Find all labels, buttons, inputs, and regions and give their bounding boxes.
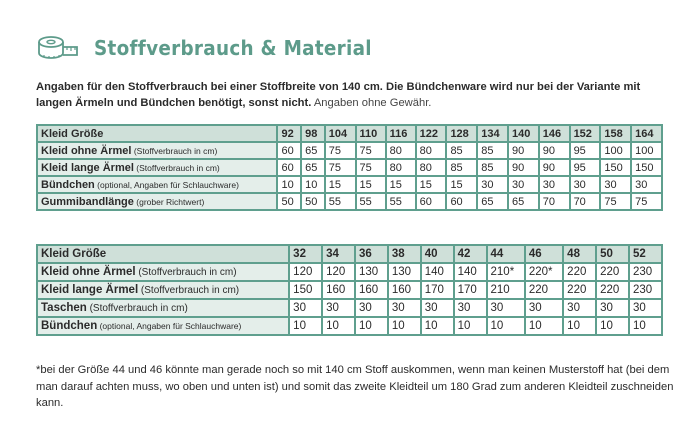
table-cell: 10 xyxy=(355,317,388,335)
table-cell: 10 xyxy=(388,317,421,335)
size-header-cell: 128 xyxy=(446,125,477,142)
size-header-cell: 46 xyxy=(525,245,563,263)
table-cell: 10 xyxy=(289,317,322,335)
table-cell: 55 xyxy=(325,193,356,210)
table-cell: 230 xyxy=(629,281,662,299)
page-header xyxy=(36,32,396,64)
row-label-text: Bündchen xyxy=(41,320,98,332)
table-cell: 30 xyxy=(421,299,454,317)
size-header-cell: 104 xyxy=(325,125,356,142)
table-cell: 10 xyxy=(421,317,454,335)
table-cell: 75 xyxy=(325,159,356,176)
table-cell: 15 xyxy=(356,176,386,193)
table-cell: 10 xyxy=(629,317,662,335)
size-header-cell: 98 xyxy=(301,125,325,142)
table-cell: 60 xyxy=(446,193,477,210)
table-cell: 80 xyxy=(416,159,447,176)
row-label-note: (Stoffverbrauch in cm) xyxy=(131,145,218,156)
table-cell: 160 xyxy=(388,281,421,299)
table-cell: 95 xyxy=(570,159,601,176)
size-header-cell: 44 xyxy=(487,245,525,263)
table-cell: 60 xyxy=(416,193,447,210)
size-header-cell: 134 xyxy=(477,125,508,142)
table-cell: 170 xyxy=(421,281,454,299)
table-cell: 65 xyxy=(301,142,325,159)
intro-disclaimer: Angaben ohne Gewähr. xyxy=(313,96,432,109)
table-cell: 75 xyxy=(356,159,386,176)
table-cell: 170 xyxy=(454,281,487,299)
table-cell: 30 xyxy=(289,299,322,317)
row-label-text: Kleid ohne Ärmel xyxy=(41,266,136,278)
table-cell: 75 xyxy=(631,193,662,210)
table-cell: 85 xyxy=(477,142,508,159)
table-cell: 50 xyxy=(301,193,325,210)
table-row xyxy=(37,176,662,193)
footnote: *bei der Größe 44 und 46 könnte man gerade noch so mit 140 cm Stoff auskommen, wenn man keinen Musterstoff hat (bei dem man darauf achten muss, wo oben und unten ist) und somit das zweite Kleidteil um 180 Grad zum anderen Kleidteil zuschneiden kann. xyxy=(36,364,674,409)
size-header-cell: 122 xyxy=(416,125,447,142)
size-header-label: Kleid Größe xyxy=(37,245,289,263)
table-cell: 10 xyxy=(563,317,596,335)
measuring-tape-icon xyxy=(36,33,80,63)
row-label-text: Kleid lange Ärmel xyxy=(41,284,139,296)
table-row xyxy=(37,299,662,317)
table-cell: 10 xyxy=(596,317,629,335)
table-cell: 75 xyxy=(325,142,356,159)
table-cell: 10 xyxy=(322,317,355,335)
intro-bold: Angaben für den Stoffverbrauch bei einer Stoffbreite von 140 cm. Die Bündchenware wird nur bei der Variante mit langen Ärmeln und Bündchen benötigt, sonst nicht. xyxy=(36,81,641,109)
row-label-note: (optional, Angaben für Schlauchware) xyxy=(94,179,239,190)
row-label-text: Kleid lange Ärmel xyxy=(41,161,134,174)
table-cell: 90 xyxy=(539,159,570,176)
size-header-cell: 158 xyxy=(600,125,631,142)
intro-text xyxy=(36,80,676,111)
size-header-row xyxy=(37,125,662,142)
table-cell: 10 xyxy=(277,176,301,193)
size-header-cell: 48 xyxy=(563,245,596,263)
row-label-note: (Stoffverbrauch in cm) xyxy=(138,285,240,296)
table-cell: 80 xyxy=(386,159,416,176)
table-cell: 140 xyxy=(421,263,454,281)
table-cell: 130 xyxy=(388,263,421,281)
table-cell: 30 xyxy=(563,299,596,317)
table-cell: 220 xyxy=(563,263,596,281)
table-cell: 10 xyxy=(301,176,325,193)
size-header-label: Kleid Größe xyxy=(37,125,277,142)
table-cell: 120 xyxy=(322,263,355,281)
table-row xyxy=(37,281,662,299)
table-cell: 100 xyxy=(631,142,662,159)
table-cell: 230 xyxy=(629,263,662,281)
table-cell: 15 xyxy=(446,176,477,193)
table-cell: 30 xyxy=(477,176,508,193)
kids-size-table xyxy=(36,124,663,211)
table-cell: 90 xyxy=(508,159,539,176)
table-cell: 90 xyxy=(508,142,539,159)
table-cell: 30 xyxy=(525,299,563,317)
size-header-cell: 92 xyxy=(277,125,301,142)
table-cell: 80 xyxy=(416,142,447,159)
table-cell: 30 xyxy=(487,299,525,317)
table-cell: 220 xyxy=(563,281,596,299)
table-cell: 30 xyxy=(388,299,421,317)
row-label-note: (Stoffverbrauch in cm) xyxy=(86,303,188,314)
table-cell: 160 xyxy=(355,281,388,299)
table-cell: 30 xyxy=(454,299,487,317)
table-row xyxy=(37,193,662,210)
row-label xyxy=(37,299,289,317)
table-row xyxy=(37,317,662,335)
table-cell: 30 xyxy=(600,176,631,193)
size-header-cell: 34 xyxy=(322,245,355,263)
table-cell: 90 xyxy=(539,142,570,159)
table-cell: 75 xyxy=(356,142,386,159)
row-label xyxy=(37,263,289,281)
size-header-cell: 152 xyxy=(570,125,601,142)
table-cell: 30 xyxy=(355,299,388,317)
table-cell: 30 xyxy=(570,176,601,193)
size-header-cell: 42 xyxy=(454,245,487,263)
table-cell: 150 xyxy=(631,159,662,176)
row-label-note: (grober Richtwert) xyxy=(133,196,205,207)
size-header-cell: 110 xyxy=(356,125,386,142)
table-cell: 15 xyxy=(386,176,416,193)
table-cell: 30 xyxy=(596,299,629,317)
table-cell: 130 xyxy=(355,263,388,281)
row-label-note: (Stoffverbrauch in cm) xyxy=(133,162,220,173)
table-cell: 55 xyxy=(356,193,386,210)
table-row xyxy=(37,142,662,159)
row-label xyxy=(37,193,277,210)
size-header-cell: 36 xyxy=(355,245,388,263)
size-header-cell: 164 xyxy=(631,125,662,142)
table-cell: 15 xyxy=(325,176,356,193)
table-cell: 160 xyxy=(322,281,355,299)
row-label-text: Kleid ohne Ärmel xyxy=(41,144,132,157)
table-row xyxy=(37,263,662,281)
table-cell: 95 xyxy=(570,142,601,159)
size-header-cell: 116 xyxy=(386,125,416,142)
table-cell: 85 xyxy=(446,159,477,176)
adult-size-table xyxy=(36,244,663,336)
table-cell: 85 xyxy=(446,142,477,159)
row-label xyxy=(37,176,277,193)
table-cell: 85 xyxy=(477,159,508,176)
table-cell: 65 xyxy=(508,193,539,210)
table-cell: 210* xyxy=(487,263,525,281)
table-cell: 55 xyxy=(386,193,416,210)
table-cell: 65 xyxy=(477,193,508,210)
size-header-cell: 52 xyxy=(629,245,662,263)
size-header-cell: 32 xyxy=(289,245,322,263)
size-header-cell: 146 xyxy=(539,125,570,142)
table-cell: 30 xyxy=(539,176,570,193)
size-header-cell: 38 xyxy=(388,245,421,263)
table-cell: 10 xyxy=(525,317,563,335)
row-label xyxy=(37,281,289,299)
row-label-note: (Stoffverbrauch in cm) xyxy=(135,267,237,278)
table-cell: 15 xyxy=(416,176,447,193)
table-cell: 75 xyxy=(600,193,631,210)
table-cell: 10 xyxy=(454,317,487,335)
table-cell: 210 xyxy=(487,281,525,299)
page-title: Stoffverbrauch & Material xyxy=(94,36,372,60)
size-header-row xyxy=(37,245,662,263)
size-header-cell: 50 xyxy=(596,245,629,263)
row-label-text: Bündchen xyxy=(41,178,95,191)
table-cell: 10 xyxy=(487,317,525,335)
table-cell: 150 xyxy=(600,159,631,176)
table-cell: 150 xyxy=(289,281,322,299)
table-cell: 220 xyxy=(596,281,629,299)
table-cell: 30 xyxy=(629,299,662,317)
size-header-cell: 40 xyxy=(421,245,454,263)
table-cell: 220 xyxy=(525,281,563,299)
row-label xyxy=(37,317,289,335)
table-cell: 220* xyxy=(525,263,563,281)
table-cell: 30 xyxy=(631,176,662,193)
table-cell: 65 xyxy=(301,159,325,176)
table-cell: 50 xyxy=(277,193,301,210)
row-label xyxy=(37,142,277,159)
table-cell: 120 xyxy=(289,263,322,281)
table-cell: 70 xyxy=(570,193,601,210)
row-label-text: Gummibandlänge xyxy=(41,195,134,208)
table-cell: 30 xyxy=(322,299,355,317)
table-cell: 80 xyxy=(386,142,416,159)
table-cell: 70 xyxy=(539,193,570,210)
table-cell: 140 xyxy=(454,263,487,281)
table-cell: 220 xyxy=(596,263,629,281)
table-cell: 30 xyxy=(508,176,539,193)
table-cell: 60 xyxy=(277,159,301,176)
table-row xyxy=(37,159,662,176)
row-label-note: (optional, Angaben für Schlauchware) xyxy=(97,321,242,331)
size-header-cell: 140 xyxy=(508,125,539,142)
row-label xyxy=(37,159,277,176)
table-cell: 100 xyxy=(600,142,631,159)
row-label-text: Taschen xyxy=(41,302,87,314)
table-cell: 60 xyxy=(277,142,301,159)
